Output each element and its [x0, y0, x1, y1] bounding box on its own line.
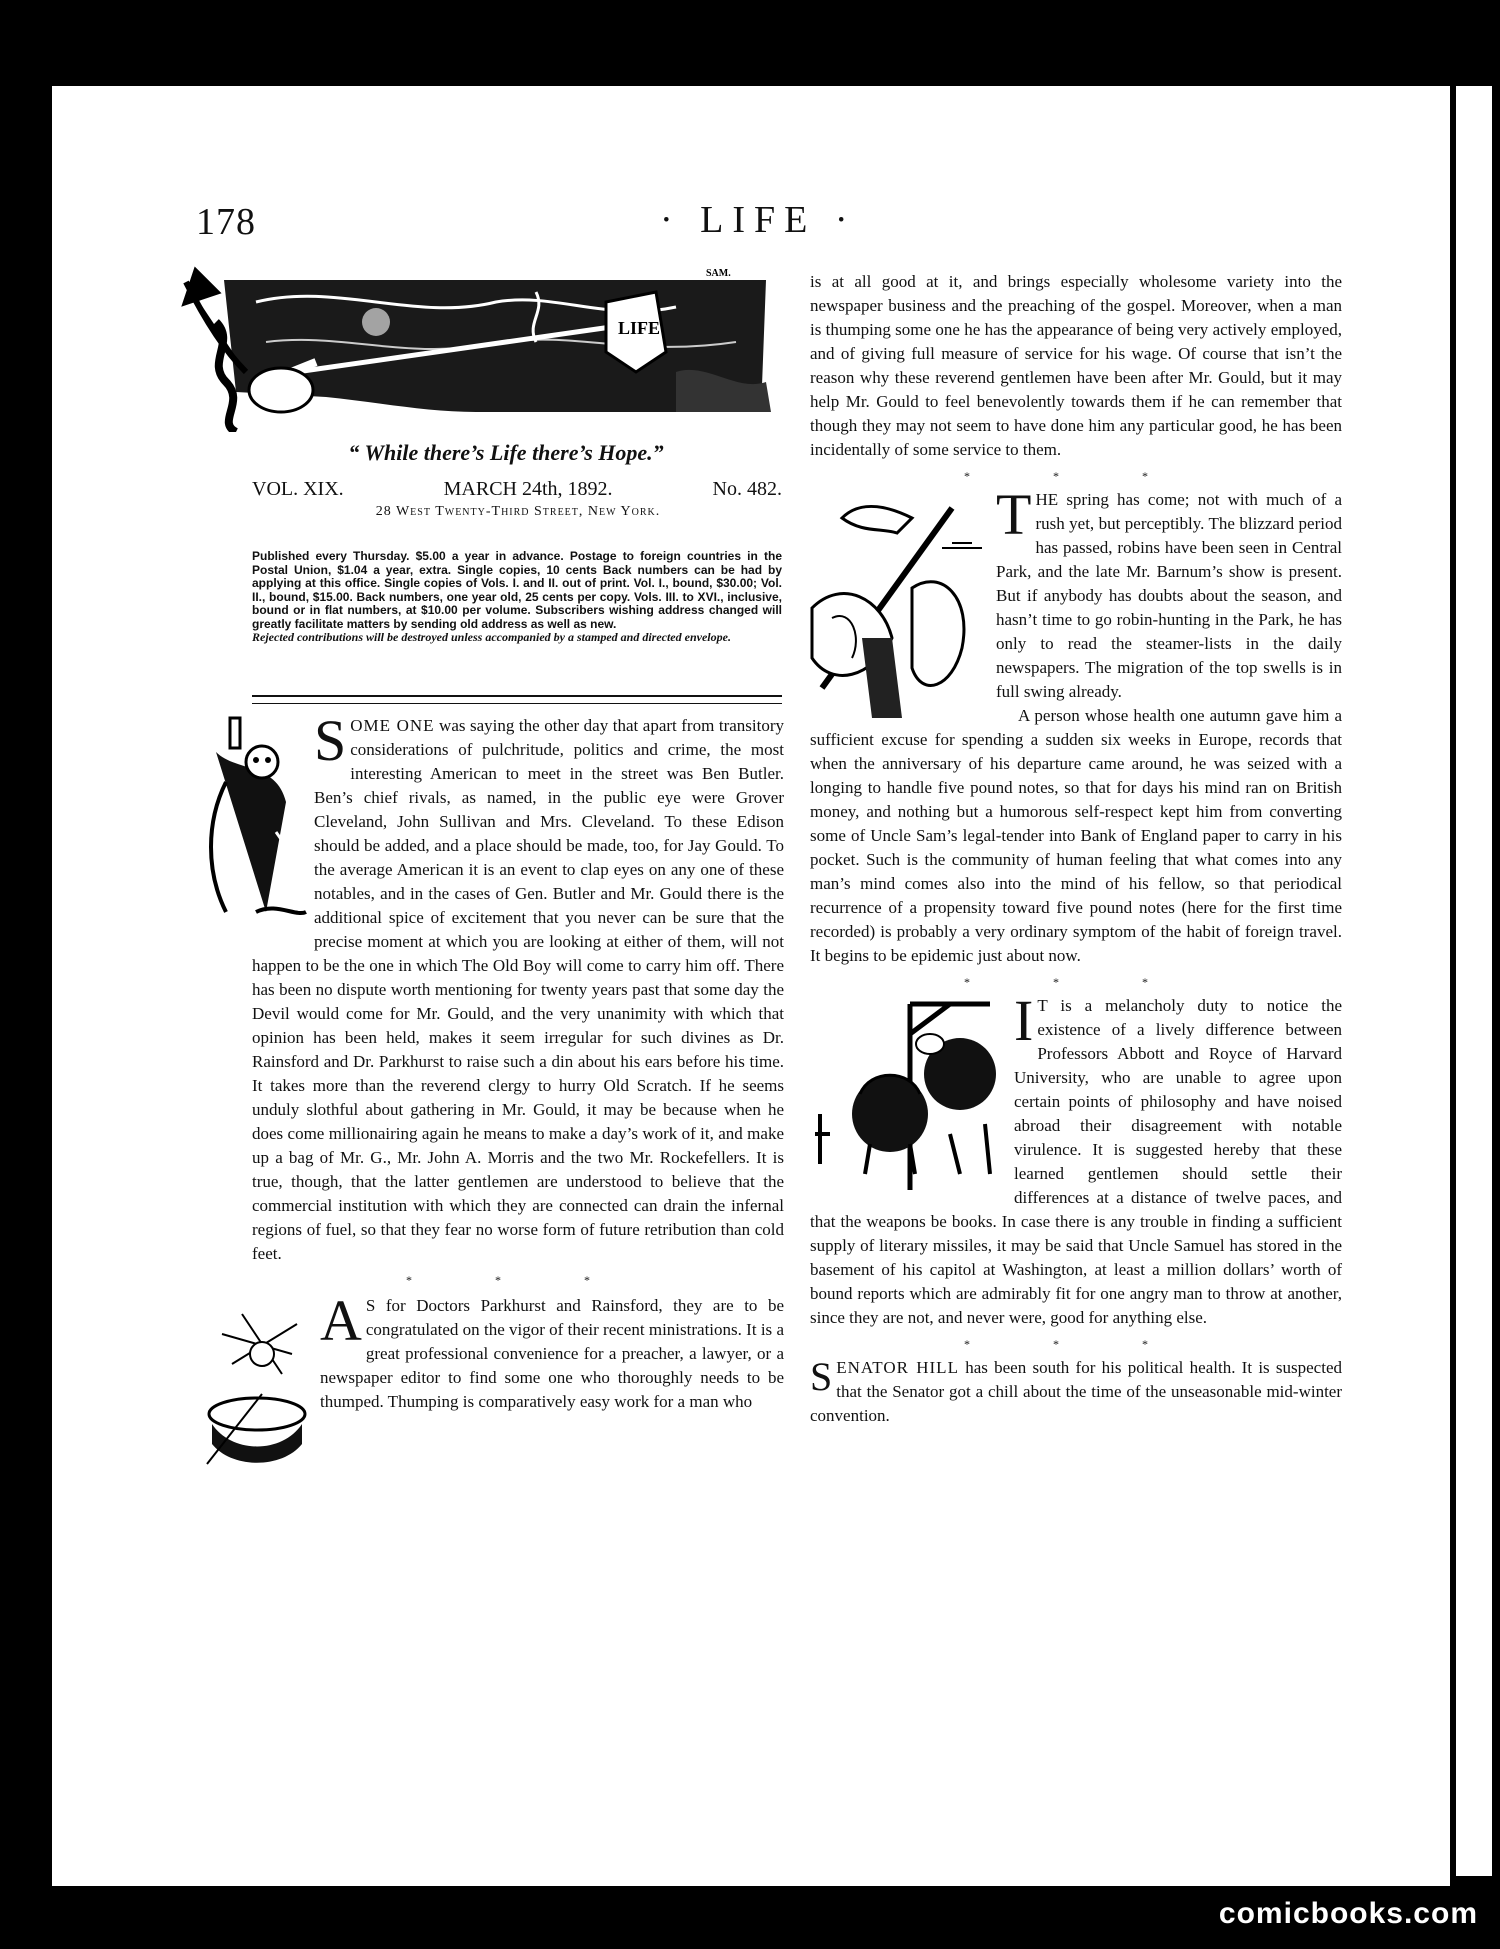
masthead-title: · LIFE ·: [660, 199, 857, 241]
article4-text: A person whose health one autumn gave him a sufficient excuse for spending a sudden six weeks in Europe, records that when the anniversary of his departure came around, he was seized with a longing to handle five pound notes, so that for days his mind ran on British money, and nothing but a humorous self-respect kept him from converting some of Uncle Sam’s legal-tender into Bank of England paper to carry in his pocket. Such is the community of human feeling that what comes into any man’s mind comes also into the mind of his fellow, so that periodical recurrence of a propensity toward five pound notes (here for the first time recorded) is probably a very ordinary symptom of the habit of foreign travel. It begins to be epidemic just about now.: [810, 706, 1342, 965]
spring-illustration: [802, 488, 988, 720]
article2-continued: is at all good at it, and brings especially wholesome variety into the newspaper business and the preaching of the gospel. Moreover, when a man is thumping some one he has the appearance of being very actively employed, and of giving full measure of service for his wage. Of course that isn’t the reason why these reverend gentlemen have been after Mr. Gould, but it may help Mr. Gould to feel benevolently towards them if he can remember that though they may not seem to have done him any particular good, he has been incidentally of some service to them.: [810, 272, 1342, 459]
preachers-illustration: [202, 1294, 308, 1484]
dropcap-s2: S: [810, 1354, 833, 1399]
right-column: [810, 270, 1342, 1428]
left-column: [252, 708, 784, 1484]
banner-illustration: [176, 262, 778, 432]
dropcap-i: I: [1014, 988, 1034, 1053]
article6-lead: ENATOR HILL: [836, 1358, 959, 1377]
office-address: 28 West Twenty-Third Street, New York.: [375, 504, 661, 519]
issue-date: MARCH 24th, 1892.: [443, 478, 613, 500]
section-stars: * * *: [964, 1337, 1188, 1351]
article1-text: was saying the other day that apart from transitory considerations of pulchritude, politics and crime, the most interesting American to meet in the street was Ben Butler. Ben’s chief rivals, as named, in the public eye were Grover Cleveland, John Sullivan and Mrs. Cleveland. To these Edison should be added, and a place should be made, too, for Jay Gould. To the average American it is an event to clap eyes on any one of these notables, and in the cases of Gen. Butler and Mr. Gould there is the additional spice of excitement that you never can be sure that the precise moment at which you are looking at either of them, will not happen to be the one in which The Old Boy will come to carry him off. There has been no dispute worth mentioning for twenty years past that some day the Devil would come for Mr. Gould, and the very unanimity with which that opinion has been held, makes it seem irregular for such divines as Dr. Rainsford and Dr. Parkhurst to raise such a din about his ears before his time. It takes more than the reverend clergy to hurry Old Scratch. If he seems unduly slothful about gathering in Mr. Gould, it may be because when he does come millionairing again he means to make a day’s work of it, and make up a bag of Mr. G., Mr. John A. Morris and the two Mr. Rockefellers. It is true, though, that the latter gentlemen are understood to believe that the commercial institution with which they are connected can drain the infernal regions of fuel, so that they fear no worse form of future retribution than cold feet.: [252, 716, 784, 1263]
dropcap-a: A: [320, 1288, 362, 1353]
page-dot: [810, 100, 816, 108]
double-rule: [252, 695, 782, 704]
rejected-contributions-notice: Rejected contributions will be destroyed unless accompanied by a stamped and directed envelope.: [252, 630, 731, 644]
artist-signature: SAM.: [706, 268, 731, 279]
death-illustration: [196, 712, 308, 932]
facing-page-edge: [1456, 86, 1492, 1876]
shield-label: LIFE: [618, 318, 661, 338]
magazine-motto: “ While there’s Life there’s Hope.”: [348, 440, 664, 465]
article6-text: has been south for his political health. It is suspected that the Senator got a chill about the time of the unseasonable mid-winter convention.: [810, 1358, 1342, 1425]
section-stars: * * *: [964, 469, 1188, 483]
dropcap-t: T: [996, 482, 1032, 547]
page-number: 178: [196, 201, 256, 243]
site-watermark: comicbooks.com: [1218, 1897, 1478, 1930]
dropcap-s: S: [314, 708, 347, 773]
issue-line: [252, 478, 782, 501]
article3-text: HE spring has come; not with much of a rush yet, but perceptibly. The blizzard period has passed, robins have been seen in Central Park, and the late Mr. Barnum’s show is present. But if anybody has doubts about the season, and hasn’t time to go robin-hunting in the Park, he has only to read the steamer-lists in the daily newspapers. The migration of the top swells is in full swing already.: [996, 490, 1342, 701]
article2-text: S for Doctors Parkhurst and Rainsford, they are to be congratulated on the vigor of their recent ministrations. It is a great professional convenience for a preacher, a lawyer, or a newspaper editor to find some one who thoroughly needs to be thumped. Thumping is comparatively easy work for a man who: [320, 1296, 784, 1411]
subscription-terms: Published every Thursday. $5.00 a year in advance. Postage to foreign countries in the Postal Union, $1.04 a year, extra. Single copies, 10 cents Back numbers can be had by applying at this office. Single copies of Vols. I. and II. out of print. Vol. I., bound, $30.00; Vol. II., bound, $15.00. Back numbers, one year old, 25 cents per copy. Vols. III. to XVI., inclusive, bound or in flat numbers, at $10.00 per volume. Subscribers wishing address changed will greatly facilitate matters by sending old address as well as new.: [252, 549, 782, 631]
kettles-illustration: [810, 994, 1006, 1190]
section-stars: * * *: [406, 1273, 630, 1287]
article5-text: T is a melancholy duty to notice the existence of a lively difference between Professors Abbott and Royce of Harvard University, who are unable to agree upon certain points of philosophy and have noised abroad their disagreement with notable virulence. It is suggested hereby that these learned gentlemen should settle their differences at a distance of twelve paces, and that the weapons be books. In case there is any trouble in finding a sufficient supply of literary missiles, it may be said that Uncle Samuel has stored in the basement of his capitol at Washington, at least a million dollars’ worth of bound reports which are admirably fit for one angry man to throw at another, since they are not, and never were, good for anything else.: [810, 996, 1342, 1327]
volume-number: VOL. XIX.: [252, 478, 344, 500]
article1-lead: OME ONE: [350, 716, 435, 735]
publication-info: [252, 550, 782, 645]
section-stars: * * *: [964, 975, 1188, 989]
issue-number: No. 482.: [712, 478, 782, 500]
